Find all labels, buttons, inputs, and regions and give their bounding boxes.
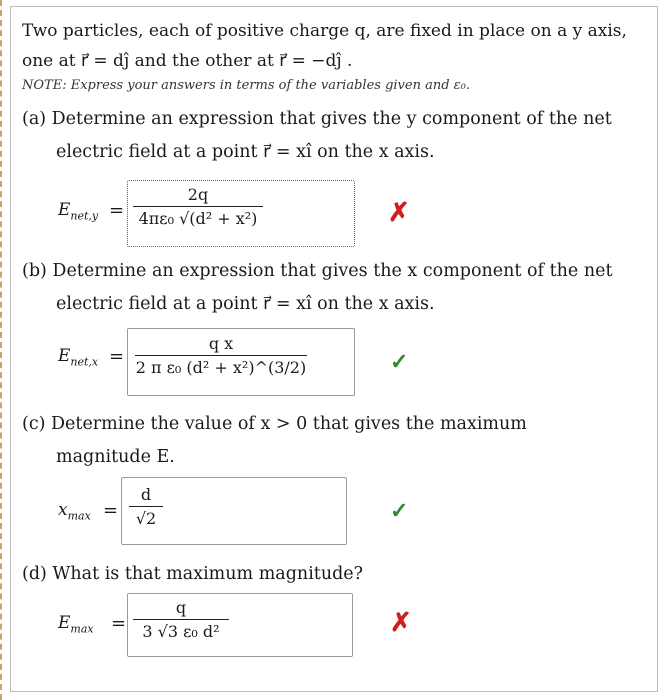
part-c-variable: $x_{max}$: [58, 500, 91, 523]
part-b-equals: =: [109, 346, 125, 367]
part-b-correct-icon: ✓: [390, 349, 409, 375]
part-a-answer: [133, 185, 263, 228]
part-d-denominator: 3 √3 ε₀ d²: [142, 622, 220, 641]
intro-line-1: Two particles, each of positive charge q, are fixed in place on a y axis,: [22, 21, 627, 41]
part-d-wrong-icon: ✗: [390, 608, 412, 638]
part-a-question: [22, 103, 652, 169]
part-b-variable: $E_{net,x}$: [58, 346, 99, 369]
part-a-line-1: (a) Determine an expression that gives the y component of the net: [22, 109, 612, 129]
intro-line-2: one at r⃗ = dĵ and the other at r⃗ = −dĵ .: [22, 51, 353, 71]
part-a-line-2: electric field at a point r⃗ = xî on the x axis.: [56, 142, 435, 162]
part-d-equals: =: [111, 613, 127, 634]
left-dashed-rule: [0, 0, 2, 700]
part-b-denominator: 2 π ε₀ (d² + x²)^(3/2): [135, 358, 307, 377]
part-c-equals: =: [103, 500, 119, 521]
part-b-line-2: electric field at a point r⃗ = xî on the x axis.: [56, 294, 435, 314]
part-d-line-1: (d) What is that maximum magnitude?: [22, 564, 364, 584]
part-a-numerator: 2q: [187, 185, 209, 204]
part-c-correct-icon: ✓: [390, 498, 409, 524]
part-a-denominator: 4πε₀ √(d² + x²): [138, 209, 258, 228]
part-b-answer: [135, 334, 307, 377]
part-d-question: [22, 558, 652, 591]
part-b-question: [22, 255, 652, 321]
part-c-answer: [129, 485, 163, 528]
part-c-line-1: (c) Determine the value of x > 0 that gives the maximum: [22, 414, 527, 434]
part-c-numerator: d: [140, 485, 152, 504]
part-d-answer: [133, 598, 229, 641]
problem-statement: [22, 16, 652, 76]
part-c-denominator: √2: [135, 509, 157, 528]
part-c-line-2: magnitude E.: [56, 447, 175, 467]
part-d-variable: $E_{max}$: [58, 613, 94, 636]
part-b-numerator: q x: [208, 334, 234, 353]
part-c-question: [22, 408, 652, 474]
part-b-line-1: (b) Determine an expression that gives the x component of the net: [22, 261, 613, 281]
part-a-variable: $E_{net,y}$: [58, 200, 99, 223]
part-a-equals: =: [109, 200, 125, 221]
note-text: NOTE: Express your answers in terms of the variables given and ε₀.: [22, 78, 470, 93]
part-a-wrong-icon: ✗: [388, 198, 410, 228]
part-d-numerator: q: [175, 598, 187, 617]
